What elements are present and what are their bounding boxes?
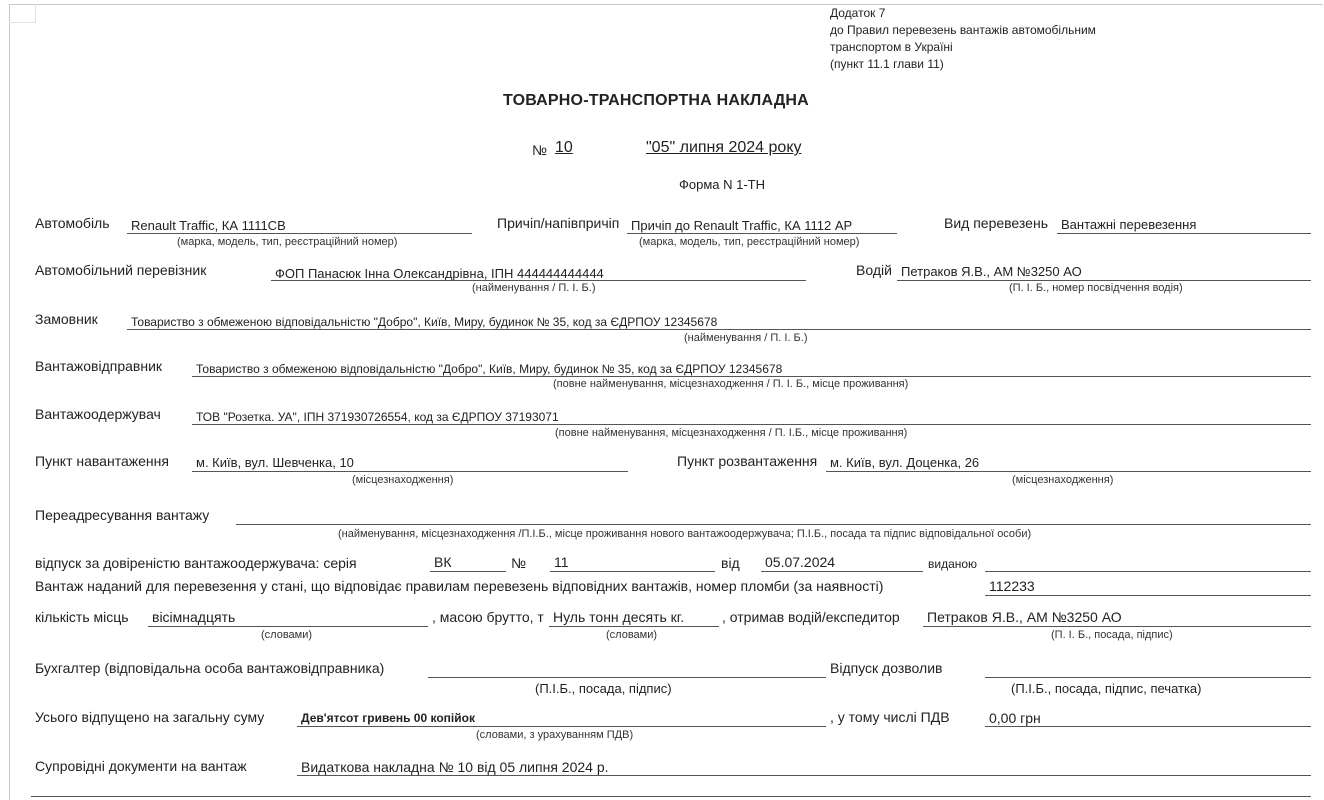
- readdressing-label: Переадресування вантажу: [35, 507, 210, 523]
- power-of-attorney-issued-label: виданою: [928, 557, 978, 571]
- appendix-line-1: Додаток 7: [830, 6, 886, 20]
- loading-point-caption: (місцезнаходження): [352, 474, 454, 486]
- places-value: вісімнадцять: [152, 609, 236, 625]
- series-underline: [430, 571, 506, 572]
- poa-date-underline: [761, 571, 923, 572]
- trailer-caption: (марка, модель, тип, реєстраційний номер): [639, 236, 860, 248]
- power-of-attorney-number: 11: [554, 554, 569, 570]
- driver-value: Петраков Я.В., АМ №3250 АО: [901, 264, 1082, 279]
- received-caption: (П. І. Б., посада, підпис): [1051, 629, 1173, 641]
- transport-type-label: Вид перевезень: [944, 215, 1048, 231]
- vehicle-caption: (марка, модель, тип, реєстраційний номер): [177, 236, 398, 248]
- release-permitted-underline: [985, 677, 1311, 678]
- vehicle-label: Автомобіль: [35, 215, 110, 231]
- release-permitted-caption: (П.І.Б., посада, підпис, печатка): [1011, 681, 1202, 696]
- power-of-attorney-label: відпуск за довіреністю вантажоодержувача: серія: [35, 555, 357, 571]
- consignee-underline: [192, 424, 1311, 425]
- vat-value: 0,00 грн: [989, 710, 1041, 726]
- power-of-attorney-series: ВК: [434, 554, 452, 570]
- transport-type-value: Вантажні перевезення: [1061, 217, 1197, 232]
- total-value: Дев'ятсот гривень 00 копійок: [301, 711, 475, 725]
- loading-point-underline: [192, 471, 628, 472]
- accountant-caption: (П.І.Б., посада, підпис): [535, 681, 672, 696]
- carrier-value: ФОП Панасюк Інна Олександрівна, ІПН 444444444444: [275, 266, 604, 281]
- carrier-underline: [271, 280, 806, 281]
- accompanying-docs-label: Супровідні документи на вантаж: [35, 758, 247, 774]
- bottom-rule: [31, 796, 1311, 797]
- trailer-value: Причіп до Renault Traffic, КА 1112 АР: [631, 218, 853, 233]
- shipper-value: Товариство з обмеженою відповідальністю "Добро", Київ, Миру, будинок № 35, код за ЄДРПОУ 12345678: [196, 362, 783, 376]
- loading-point-value: м. Київ, вул. Шевченка, 10: [196, 455, 354, 470]
- received-label: , отримав водій/експедитор: [722, 609, 900, 625]
- driver-underline: [897, 280, 1311, 281]
- shipper-label: Вантажовідправник: [35, 358, 163, 374]
- trailer-underline: [627, 233, 897, 234]
- vat-label: , у тому числі ПДВ: [830, 709, 950, 725]
- customer-underline: [127, 329, 1311, 330]
- transport-type-underline: [1057, 233, 1311, 234]
- form-code: Форма N 1-ТН: [679, 177, 766, 192]
- poa-issued-underline: [985, 571, 1311, 572]
- total-underline: [297, 726, 826, 727]
- driver-caption: (П. І. Б., номер посвідчення водія): [1009, 282, 1183, 294]
- unloading-point-caption: (місцезнаходження): [1012, 474, 1114, 486]
- places-label: кількість місць: [35, 609, 129, 625]
- gross-weight-underline: [549, 626, 719, 627]
- accompanying-docs-value: Видаткова накладна № 10 від 05 липня 2024 р.: [301, 759, 609, 775]
- vat-underline: [985, 726, 1311, 727]
- readdressing-caption: (найменування, місцезнаходження /П.І.Б., місце проживання нового вантажоодержувача; П.І.Б., посада та підпис відповідальної особи): [338, 528, 1032, 540]
- power-of-attorney-number-label: №: [511, 555, 527, 571]
- power-of-attorney-from-label: від: [721, 555, 740, 571]
- customer-label: Замовник: [35, 311, 98, 327]
- cargo-condition-label: Вантаж наданий для перевезення у стані, що відповідає правилам перевезень відповідних вантажів, номер пломби (за наявності): [35, 578, 884, 594]
- total-caption: (словами, з урахуванням ПДВ): [476, 729, 634, 741]
- document-title: ТОВАРНО-ТРАНСПОРТНА НАКЛАДНА: [503, 92, 809, 109]
- consignee-caption: (повне найменування, місцезнаходження / П. І.Б., місце проживання): [555, 427, 908, 439]
- loading-point-label: Пункт навантаження: [35, 453, 169, 469]
- gross-weight-caption: (словами): [606, 629, 658, 641]
- document-number: 10: [555, 139, 573, 156]
- unloading-point-label: Пункт розвантаження: [677, 453, 818, 469]
- release-permitted-label: Відпуск дозволив: [830, 660, 943, 676]
- gross-weight-label: , масою брутто, т: [432, 609, 544, 625]
- power-of-attorney-date: 05.07.2024: [765, 554, 836, 570]
- received-value: Петраков Я.В., АМ №3250 АО: [927, 609, 1122, 625]
- consignee-value: ТОВ "Розетка. УА", ІПН 371930726554, код за ЄДРПОУ 37193071: [196, 410, 559, 424]
- consignee-label: Вантажоодержувач: [35, 406, 161, 422]
- places-underline: [148, 626, 428, 627]
- seal-number-value: 112233: [989, 578, 1035, 594]
- corner-mark: [9, 4, 36, 23]
- shipper-caption: (повне найменування, місцезнаходження / П. І. Б., місце проживання): [553, 378, 909, 390]
- trailer-label: Причіп/напівпричіп: [497, 215, 620, 231]
- poa-number-underline: [550, 571, 715, 572]
- places-caption: (словами): [261, 629, 313, 641]
- unloading-point-value: м. Київ, вул. Доценка, 26: [830, 455, 980, 470]
- accountant-label: Бухгалтер (відповідальна особа вантажовідправника): [35, 660, 385, 676]
- driver-label: Водій: [856, 262, 892, 278]
- document-date: "05" липня 2024 року: [646, 139, 802, 156]
- accompanying-docs-underline: [297, 775, 1311, 776]
- number-sign: №: [532, 142, 548, 158]
- readdressing-underline: [236, 524, 1311, 525]
- appendix-line-3: транспортом в Україні: [830, 40, 953, 54]
- seal-number-underline: [985, 595, 1311, 596]
- shipper-underline: [192, 376, 1311, 377]
- carrier-caption: (найменування / П. І. Б.): [472, 282, 596, 294]
- gross-weight-value: Нуль тонн десять кг.: [553, 609, 685, 625]
- appendix-line-4: (пункт 11.1 глави 11): [830, 57, 944, 71]
- total-label: Усього відпущено на загальну суму: [35, 709, 265, 725]
- carrier-label: Автомобільний перевізник: [35, 262, 207, 278]
- customer-caption: (найменування / П. І. Б.): [684, 332, 808, 344]
- received-underline: [923, 626, 1311, 627]
- unloading-point-underline: [826, 471, 1311, 472]
- appendix-line-2: до Правил перевезень вантажів автомобільним: [830, 23, 1096, 37]
- customer-value: Товариство з обмеженою відповідальністю "Добро", Київ, Миру, будинок № 35, код за ЄДРПОУ 12345678: [131, 315, 718, 329]
- accountant-underline: [428, 677, 826, 678]
- vehicle-value: Renault Traffic, КА 1111СВ: [131, 218, 286, 233]
- vehicle-underline: [127, 233, 472, 234]
